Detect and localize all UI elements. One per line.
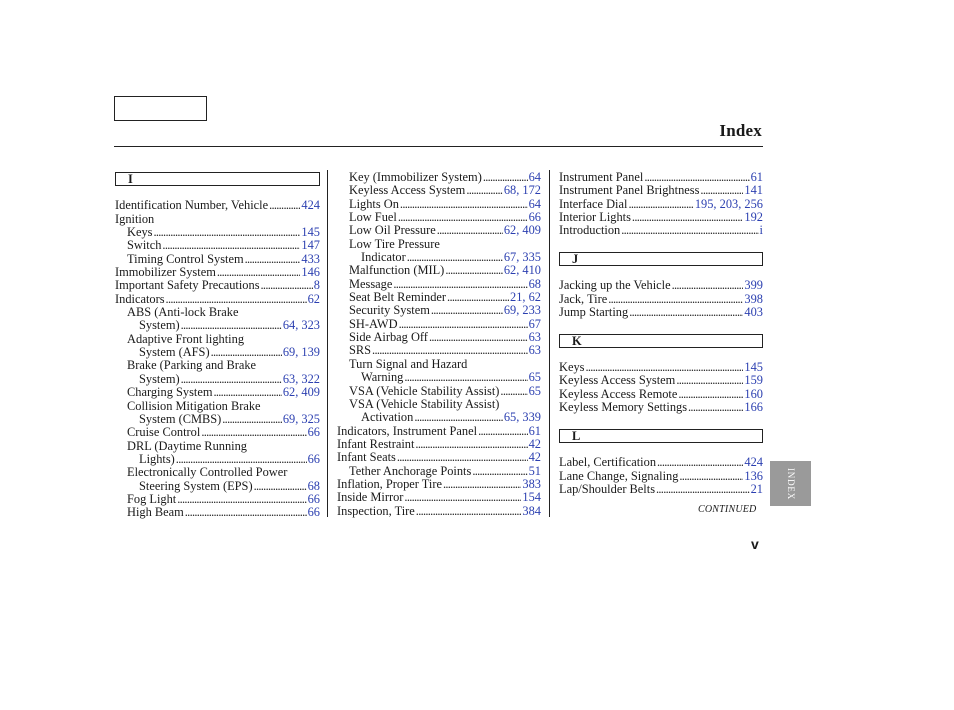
title-rule: [114, 146, 763, 147]
index-entry[interactable]: [559, 279, 763, 292]
index-subheading: [337, 358, 541, 371]
entry-term: Steering System (EPS): [139, 478, 253, 493]
index-entry[interactable]: [337, 438, 541, 451]
dot-leader: [185, 506, 307, 519]
page-reference-link[interactable]: 147: [301, 238, 320, 253]
page-reference-link[interactable]: 42: [528, 436, 541, 451]
spacer: [559, 319, 763, 332]
dot-leader: [585, 361, 743, 374]
page-reference-link[interactable]: 433: [301, 251, 320, 266]
index-entry[interactable]: [337, 478, 541, 491]
dot-leader: [478, 425, 528, 438]
page-reference-link[interactable]: 63: [528, 343, 541, 358]
entry-term: Keyless Memory Settings: [559, 400, 688, 415]
section-header: I: [115, 172, 320, 186]
index-entry[interactable]: [559, 198, 763, 211]
entry-term: Key (Immobilizer System): [349, 170, 482, 184]
entry-term: Timing Control System: [127, 251, 244, 266]
entry-term: Brake (Parking and Brake: [127, 358, 257, 373]
dot-leader: [679, 470, 743, 483]
page-reference-link[interactable]: 192: [744, 210, 763, 225]
index-entry[interactable]: [337, 304, 541, 317]
page-reference-link[interactable]: 68: [307, 478, 320, 493]
entry-term: Low Fuel: [349, 210, 397, 225]
dot-leader: [644, 171, 749, 184]
entry-term: Identification Number, Vehicle: [115, 198, 269, 213]
dot-leader: [656, 483, 750, 496]
index-side-tab[interactable]: [770, 461, 811, 506]
page-reference-link[interactable]: 384: [522, 503, 541, 518]
dot-leader: [153, 226, 300, 239]
entry-term: ABS (Anti-lock Brake: [127, 305, 239, 320]
index-entry[interactable]: [559, 483, 763, 496]
entry-term: Keys: [559, 360, 585, 375]
dot-leader: [443, 478, 521, 491]
index-entry[interactable]: [115, 319, 320, 332]
index-entry[interactable]: [115, 426, 320, 439]
index-entry[interactable]: [337, 491, 541, 504]
page-reference-link[interactable]: 65: [528, 370, 541, 385]
dot-leader: [261, 279, 313, 292]
page-reference-link[interactable]: 68, 172: [503, 183, 541, 198]
entry-term: Lights): [139, 451, 175, 466]
index-entry[interactable]: [559, 184, 763, 197]
page-reference-link[interactable]: 145: [744, 360, 763, 375]
spacer: [559, 415, 763, 428]
page-reference-link[interactable]: 145: [301, 225, 320, 240]
page-reference-link[interactable]: 61: [750, 170, 763, 184]
dot-leader: [466, 184, 503, 197]
entry-term: Collision Mitigation Brake: [127, 398, 261, 413]
index-entry[interactable]: [115, 386, 320, 399]
dot-leader: [500, 385, 527, 398]
entry-term: VSA (Vehicle Stability Assist): [349, 383, 500, 398]
index-subheading: [115, 400, 320, 413]
index-entry[interactable]: [559, 293, 763, 306]
dot-leader: [629, 306, 743, 319]
page-reference-link[interactable]: 383: [522, 476, 541, 491]
index-entry[interactable]: [115, 253, 320, 266]
dot-leader: [483, 171, 528, 184]
index-entry[interactable]: [115, 373, 320, 386]
entry-term: Activation: [361, 410, 414, 425]
dot-leader: [632, 211, 743, 224]
dot-leader: [181, 319, 282, 332]
dot-leader: [245, 253, 301, 266]
dot-leader: [676, 374, 743, 387]
index-entry[interactable]: [337, 371, 541, 384]
index-entry[interactable]: [115, 266, 320, 279]
entry-term: Interface Dial: [559, 196, 628, 211]
dot-leader: [700, 184, 743, 197]
entry-term: High Beam: [127, 505, 184, 520]
page-reference-link[interactable]: 69, 233: [503, 303, 541, 318]
page-reference-link[interactable]: 62: [307, 291, 320, 306]
index-entry[interactable]: [337, 318, 541, 331]
spacer: [115, 186, 320, 199]
entry-term: Inside Mirror: [337, 490, 404, 505]
entry-term: Message: [349, 276, 393, 291]
page-reference-link[interactable]: 63, 322: [282, 371, 320, 386]
entry-term: Keyless Access System: [559, 373, 676, 388]
dot-leader: [400, 198, 528, 211]
entry-term: Electronically Controlled Power: [127, 465, 288, 480]
index-entry[interactable]: [337, 505, 541, 518]
page-reference-link[interactable]: 166: [744, 400, 763, 415]
index-subheading: [115, 333, 320, 346]
entry-term: Indicators: [115, 291, 165, 306]
index-entry[interactable]: [559, 224, 763, 237]
dot-leader: [181, 373, 282, 386]
index-entry[interactable]: [337, 344, 541, 357]
index-entry[interactable]: [337, 291, 541, 304]
page-reference-link[interactable]: 65: [528, 383, 541, 398]
entry-term: VSA (Vehicle Stability Assist): [349, 396, 500, 411]
dot-leader: [447, 291, 509, 304]
page-reference-link[interactable]: 403: [744, 305, 763, 320]
dot-leader: [431, 304, 503, 317]
entry-term: Instrument Panel: [559, 170, 644, 184]
page-reference-link[interactable]: 69, 139: [282, 345, 320, 360]
index-entry[interactable]: [337, 251, 541, 264]
dot-leader: [399, 318, 528, 331]
page-reference-link[interactable]: 141: [744, 183, 763, 198]
page-reference-link[interactable]: 67, 335: [503, 250, 541, 265]
entry-term: Keyless Access Remote: [559, 386, 678, 401]
page-reference-link[interactable]: 399: [744, 278, 763, 293]
index-entry[interactable]: [115, 493, 320, 506]
index-entry[interactable]: [115, 413, 320, 426]
entry-term: Ignition: [115, 211, 155, 226]
index-entry[interactable]: [115, 226, 320, 239]
entry-term: System (AFS): [139, 345, 210, 360]
entry-term: Charging System: [127, 385, 213, 400]
index-column-2: [337, 171, 541, 518]
index-entry[interactable]: [337, 171, 541, 184]
page-reference-link[interactable]: 160: [744, 386, 763, 401]
entry-term: Security System: [349, 303, 430, 318]
entry-term: Jump Starting: [559, 305, 629, 320]
index-subheading: [115, 466, 320, 479]
spacer: [559, 238, 763, 251]
entry-term: Important Safety Precautions: [115, 278, 260, 293]
index-entry[interactable]: [115, 506, 320, 519]
index-entry[interactable]: [337, 451, 541, 464]
page-reference-link[interactable]: 66: [307, 505, 320, 520]
dot-leader: [657, 456, 743, 469]
page-reference-link[interactable]: 63: [528, 330, 541, 345]
entry-term: System): [139, 318, 180, 333]
spacer: [559, 443, 763, 456]
index-entry[interactable]: [115, 480, 320, 493]
index-entry[interactable]: [559, 388, 763, 401]
dot-leader: [688, 401, 743, 414]
entry-term: Introduction: [559, 223, 621, 238]
entry-term: Seat Belt Reminder: [349, 290, 447, 305]
dot-leader: [166, 293, 307, 306]
index-entry[interactable]: [559, 401, 763, 414]
entry-term: Inspection, Tire: [337, 503, 415, 518]
index-entry[interactable]: [337, 224, 541, 237]
index-subheading: [337, 238, 541, 251]
page-reference-link[interactable]: 66: [307, 491, 320, 506]
dot-leader: [217, 266, 301, 279]
dot-leader: [407, 251, 503, 264]
entry-term: System): [139, 371, 180, 386]
index-column-1: [115, 171, 320, 520]
entry-term: Infant Seats: [337, 450, 396, 465]
dot-leader: [211, 346, 282, 359]
entry-term: Keyless Access System: [349, 183, 466, 198]
spacer: [559, 348, 763, 361]
index-subheading: [337, 398, 541, 411]
dot-leader: [372, 344, 528, 357]
side-tab-label: INDEX: [785, 467, 796, 500]
dot-leader: [269, 199, 300, 212]
index-entry[interactable]: [115, 293, 320, 306]
dot-leader: [201, 426, 306, 439]
entry-term: Low Tire Pressure: [349, 236, 440, 251]
page-reference-link[interactable]: 424: [744, 455, 763, 470]
entry-term: Adaptive Front lighting: [127, 331, 245, 346]
page-reference-link[interactable]: 62, 409: [503, 223, 541, 238]
entry-term: Immobilizer System: [115, 265, 216, 280]
page-reference-link[interactable]: 67: [528, 316, 541, 331]
index-entry[interactable]: [337, 411, 541, 424]
page-reference-link[interactable]: 68: [528, 276, 541, 291]
dot-leader: [429, 331, 528, 344]
entry-term: SRS: [349, 343, 372, 358]
column-divider-2: [549, 170, 550, 517]
page-reference-link[interactable]: 424: [301, 198, 320, 213]
index-entry[interactable]: [337, 331, 541, 344]
dot-leader: [415, 438, 527, 451]
page-reference-link[interactable]: 69, 325: [282, 411, 320, 426]
index-entry[interactable]: [337, 198, 541, 211]
index-subheading: [115, 306, 320, 319]
spacer: [559, 266, 763, 279]
dot-leader: [404, 371, 527, 384]
entry-term: Instrument Panel Brightness: [559, 183, 700, 198]
dot-leader: [404, 491, 521, 504]
page-reference-link[interactable]: 62, 409: [282, 385, 320, 400]
dot-leader: [445, 264, 503, 277]
index-column-3: [559, 171, 763, 496]
index-subheading: [115, 359, 320, 372]
header-box: [114, 96, 207, 121]
entry-term: Switch: [127, 238, 162, 253]
entry-term: Turn Signal and Hazard: [349, 356, 468, 371]
dot-leader: [437, 224, 503, 237]
index-entry[interactable]: [559, 456, 763, 469]
dot-leader: [397, 451, 528, 464]
dot-leader: [162, 239, 300, 252]
index-entry[interactable]: [559, 211, 763, 224]
entry-term: Jack, Tire: [559, 291, 608, 306]
page-reference-link[interactable]: 8: [313, 278, 320, 293]
entry-term: Malfunction (MIL): [349, 263, 445, 278]
index-subheading: [115, 440, 320, 453]
page-reference-link[interactable]: 66: [528, 210, 541, 225]
index-entry[interactable]: [559, 171, 763, 184]
dot-leader: [472, 465, 527, 478]
page-reference-link[interactable]: 398: [744, 291, 763, 306]
entry-term: Warning: [361, 370, 404, 385]
index-subheading: [115, 213, 320, 226]
page-title: Index: [719, 121, 762, 140]
index-entry[interactable]: [559, 306, 763, 319]
dot-leader: [621, 224, 758, 237]
dot-leader: [393, 278, 527, 291]
entry-term: Keys: [127, 225, 153, 240]
page-reference-link[interactable]: i: [759, 223, 763, 238]
page-reference-link[interactable]: 21: [750, 481, 763, 496]
entry-term: Lights On: [349, 196, 399, 211]
entry-term: Jacking up the Vehicle: [559, 278, 671, 293]
dot-leader: [213, 386, 281, 399]
index-entry[interactable]: [559, 374, 763, 387]
dot-leader: [177, 493, 306, 506]
page-reference-link[interactable]: 66: [307, 451, 320, 466]
page-reference-link[interactable]: 66: [307, 425, 320, 440]
page-number: v: [751, 536, 759, 552]
entry-term: Interior Lights: [559, 210, 631, 225]
entry-term: Tether Anchorage Points: [349, 463, 472, 478]
entry-term: Lane Change, Signaling: [559, 468, 679, 483]
entry-term: Label, Certification: [559, 455, 657, 470]
index-entry[interactable]: [337, 385, 541, 398]
entry-term: Indicator: [361, 250, 406, 265]
entry-term: Fog Light: [127, 491, 177, 506]
index-entry[interactable]: [337, 211, 541, 224]
entry-term: Lap/Shoulder Belts: [559, 481, 656, 496]
dot-leader: [176, 453, 307, 466]
entry-term: Inflation, Proper Tire: [337, 476, 442, 491]
page-reference-link[interactable]: 62, 410: [503, 263, 541, 278]
page-reference-link[interactable]: 159: [744, 373, 763, 388]
dot-leader: [678, 388, 743, 401]
index-entry[interactable]: [115, 239, 320, 252]
dot-leader: [608, 293, 743, 306]
page-reference-link[interactable]: 42: [528, 450, 541, 465]
page-reference-link[interactable]: 61: [528, 423, 541, 438]
index-entry[interactable]: [559, 361, 763, 374]
page-reference-link[interactable]: 195, 203, 256: [694, 196, 763, 211]
index-entry[interactable]: [115, 199, 320, 212]
index-entry[interactable]: [115, 279, 320, 292]
index-entry[interactable]: [337, 184, 541, 197]
page-reference-link[interactable]: 136: [744, 468, 763, 483]
dot-leader: [254, 480, 307, 493]
page-reference-link[interactable]: 154: [522, 490, 541, 505]
dot-leader: [416, 505, 522, 518]
page-reference-link[interactable]: 146: [301, 265, 320, 280]
index-entry[interactable]: [337, 465, 541, 478]
entry-term: SH-AWD: [349, 316, 398, 331]
page-reference-link[interactable]: 64: [528, 170, 541, 184]
index-entry[interactable]: [559, 470, 763, 483]
continued-note: CONTINUED: [698, 504, 757, 515]
entry-term: DRL (Daytime Running: [127, 438, 247, 453]
dot-leader: [398, 211, 528, 224]
page-reference-link[interactable]: 65, 339: [503, 410, 541, 425]
dot-leader: [414, 411, 503, 424]
index-entry[interactable]: [337, 425, 541, 438]
entry-term: Side Airbag Off: [349, 330, 428, 345]
page-reference-link[interactable]: 51: [528, 463, 541, 478]
index-entry[interactable]: [337, 264, 541, 277]
page-reference-link[interactable]: 64: [528, 196, 541, 211]
index-entry[interactable]: [115, 453, 320, 466]
index-entry[interactable]: [337, 278, 541, 291]
page-reference-link[interactable]: 21, 62: [510, 290, 541, 305]
entry-term: Indicators, Instrument Panel: [337, 423, 478, 438]
index-entry[interactable]: [115, 346, 320, 359]
entry-term: Infant Restraint: [337, 436, 415, 451]
section-header: J: [559, 252, 763, 266]
column-divider-1: [327, 170, 328, 517]
entry-term: Cruise Control: [127, 425, 201, 440]
dot-leader: [222, 413, 282, 426]
entry-term: System (CMBS): [139, 411, 222, 426]
section-header: K: [559, 334, 763, 348]
page-reference-link[interactable]: 64, 323: [282, 318, 320, 333]
dot-leader: [672, 279, 744, 292]
dot-leader: [628, 198, 693, 211]
section-header: L: [559, 429, 763, 443]
entry-term: Low Oil Pressure: [349, 223, 436, 238]
